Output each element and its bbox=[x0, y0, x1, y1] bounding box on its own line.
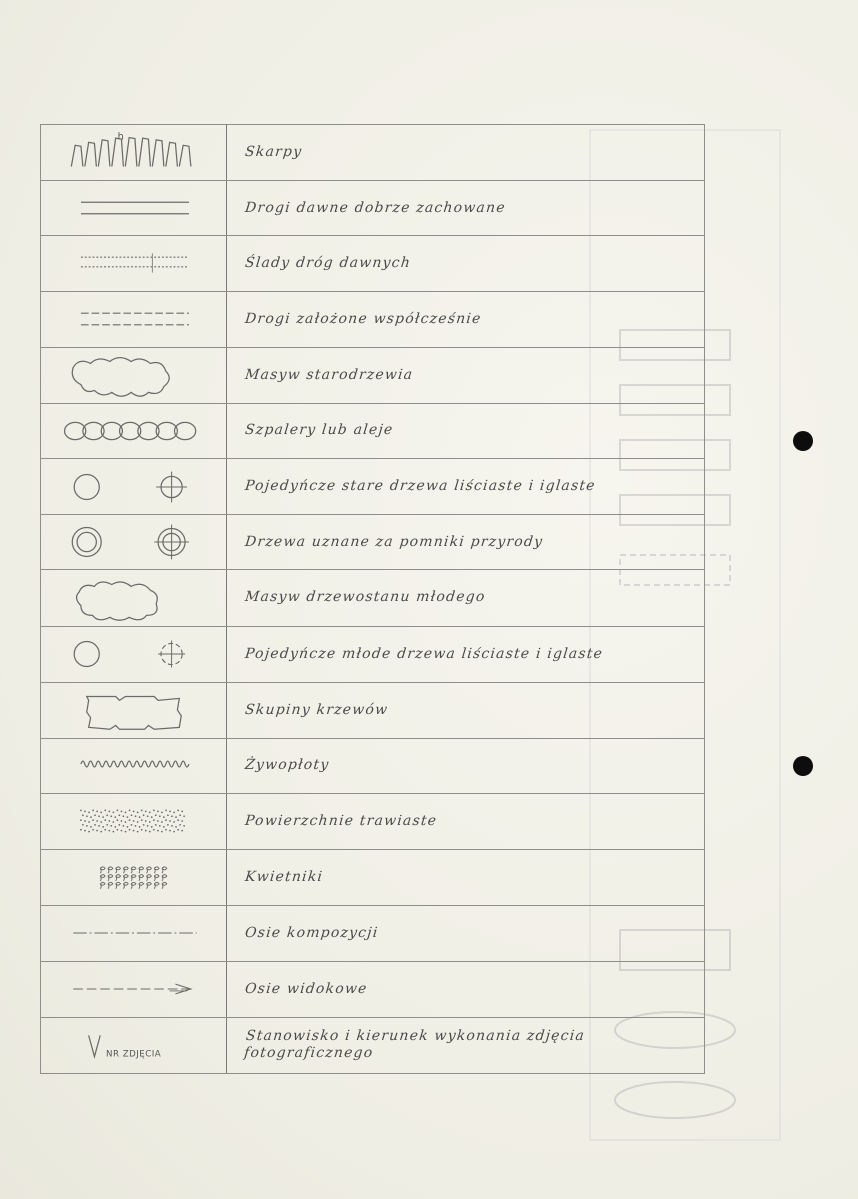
legend-label: Pojedyńcze młode drzewa liściaste i iglaste bbox=[244, 645, 604, 662]
road-traces-icon bbox=[41, 236, 226, 290]
legend-label: Drogi dawne dobrze zachowane bbox=[244, 199, 507, 216]
composition-axis-icon bbox=[41, 906, 226, 960]
legend-label: Żywopłoty bbox=[244, 757, 331, 774]
alley-icon bbox=[41, 404, 226, 458]
grass-icon bbox=[41, 795, 226, 849]
legend-row bbox=[41, 1017, 705, 1073]
binder-hole-top bbox=[793, 431, 813, 451]
legend-label: Kwietniki bbox=[244, 869, 324, 886]
legend-symbol-cell bbox=[41, 181, 227, 236]
flowerbed-icon bbox=[41, 851, 226, 905]
legend-description bbox=[227, 236, 705, 291]
natural-monument-icon bbox=[41, 515, 226, 569]
legend-label: Skarpy bbox=[244, 144, 304, 161]
legend-table bbox=[40, 124, 705, 1074]
legend-symbol-cell bbox=[41, 403, 227, 458]
legend-symbol-cell bbox=[41, 961, 227, 1017]
legend-symbol-cell bbox=[41, 794, 227, 850]
legend-description bbox=[227, 850, 705, 906]
legend-symbol-cell bbox=[41, 682, 227, 738]
legend-description bbox=[227, 1017, 705, 1073]
skarpy-icon bbox=[41, 126, 226, 180]
old-roads-icon bbox=[41, 181, 226, 235]
legend-description bbox=[227, 794, 705, 850]
binder-hole-bottom bbox=[793, 756, 813, 776]
camera-mark: NR ZDJĘCIA bbox=[106, 1049, 162, 1060]
legend-row bbox=[41, 403, 705, 458]
legend-symbol-cell bbox=[41, 850, 227, 906]
legend-description bbox=[227, 626, 705, 682]
legend-row bbox=[41, 961, 705, 1017]
legend-label: Szpalery lub aleje bbox=[244, 422, 395, 439]
legend-row bbox=[41, 682, 705, 738]
legend-row bbox=[41, 125, 705, 181]
legend-description bbox=[227, 961, 705, 1017]
camera-position-icon bbox=[41, 1018, 226, 1072]
legend-label: Masyw starodrzewia bbox=[244, 366, 415, 383]
legend-symbol-cell bbox=[41, 291, 227, 347]
modern-roads-icon bbox=[41, 292, 226, 346]
legend-description bbox=[227, 291, 705, 347]
old-stand-icon bbox=[41, 348, 226, 402]
legend-row bbox=[41, 738, 705, 793]
legend-description bbox=[227, 682, 705, 738]
view-axis-icon bbox=[41, 962, 226, 1016]
legend-label: Osie widokowe bbox=[244, 980, 369, 997]
legend-symbol-cell bbox=[41, 626, 227, 682]
legend-row bbox=[41, 181, 705, 236]
legend-description bbox=[227, 906, 705, 961]
legend-label: Pojedyńcze stare drzewa liściaste i iglaste bbox=[244, 478, 597, 495]
legend-row bbox=[41, 515, 705, 570]
legend-symbol-cell bbox=[41, 738, 227, 793]
legend-description bbox=[227, 125, 705, 181]
legend-row bbox=[41, 236, 705, 291]
legend-description bbox=[227, 570, 705, 626]
legend-row bbox=[41, 459, 705, 515]
hedge-icon bbox=[41, 739, 226, 793]
legend-row bbox=[41, 570, 705, 626]
skarpy-mark: h bbox=[117, 131, 124, 143]
legend-description bbox=[227, 738, 705, 793]
legend-label: Powierzchnie trawiaste bbox=[244, 813, 439, 830]
legend-description bbox=[227, 459, 705, 515]
legend-row bbox=[41, 347, 705, 403]
legend-row bbox=[41, 850, 705, 906]
shrub-group-icon bbox=[41, 683, 226, 737]
legend-symbol-cell bbox=[41, 125, 227, 181]
legend-symbol-cell bbox=[41, 515, 227, 570]
legend-symbol-cell bbox=[41, 347, 227, 403]
legend-label: Ślady dróg dawnych bbox=[244, 254, 412, 271]
legend-row bbox=[41, 794, 705, 850]
single-young-trees-icon bbox=[41, 627, 226, 681]
legend-description bbox=[227, 403, 705, 458]
legend-row bbox=[41, 291, 705, 347]
single-old-trees-icon bbox=[41, 460, 226, 514]
legend-symbol-cell bbox=[41, 1017, 227, 1073]
legend-label: Stanowisko i kierunek wykonania zdjęcia fotograficznego bbox=[243, 1028, 586, 1062]
legend-description bbox=[227, 181, 705, 236]
legend-row bbox=[41, 906, 705, 961]
legend-symbol-cell bbox=[41, 459, 227, 515]
legend-symbol-cell bbox=[41, 906, 227, 961]
legend-label: Skupiny krzewów bbox=[244, 701, 390, 718]
legend-row bbox=[41, 626, 705, 682]
legend-label: Drzewa uznane za pomniki przyrody bbox=[244, 533, 545, 550]
legend-label: Drogi założone współcześnie bbox=[244, 310, 483, 327]
legend-symbol-cell bbox=[41, 570, 227, 626]
legend-description bbox=[227, 515, 705, 570]
legend-label: Osie kompozycji bbox=[244, 924, 380, 941]
legend-label: Masyw drzewostanu młodego bbox=[244, 589, 487, 606]
legend-symbol-cell bbox=[41, 236, 227, 291]
legend-description bbox=[227, 347, 705, 403]
young-stand-icon bbox=[41, 571, 226, 625]
